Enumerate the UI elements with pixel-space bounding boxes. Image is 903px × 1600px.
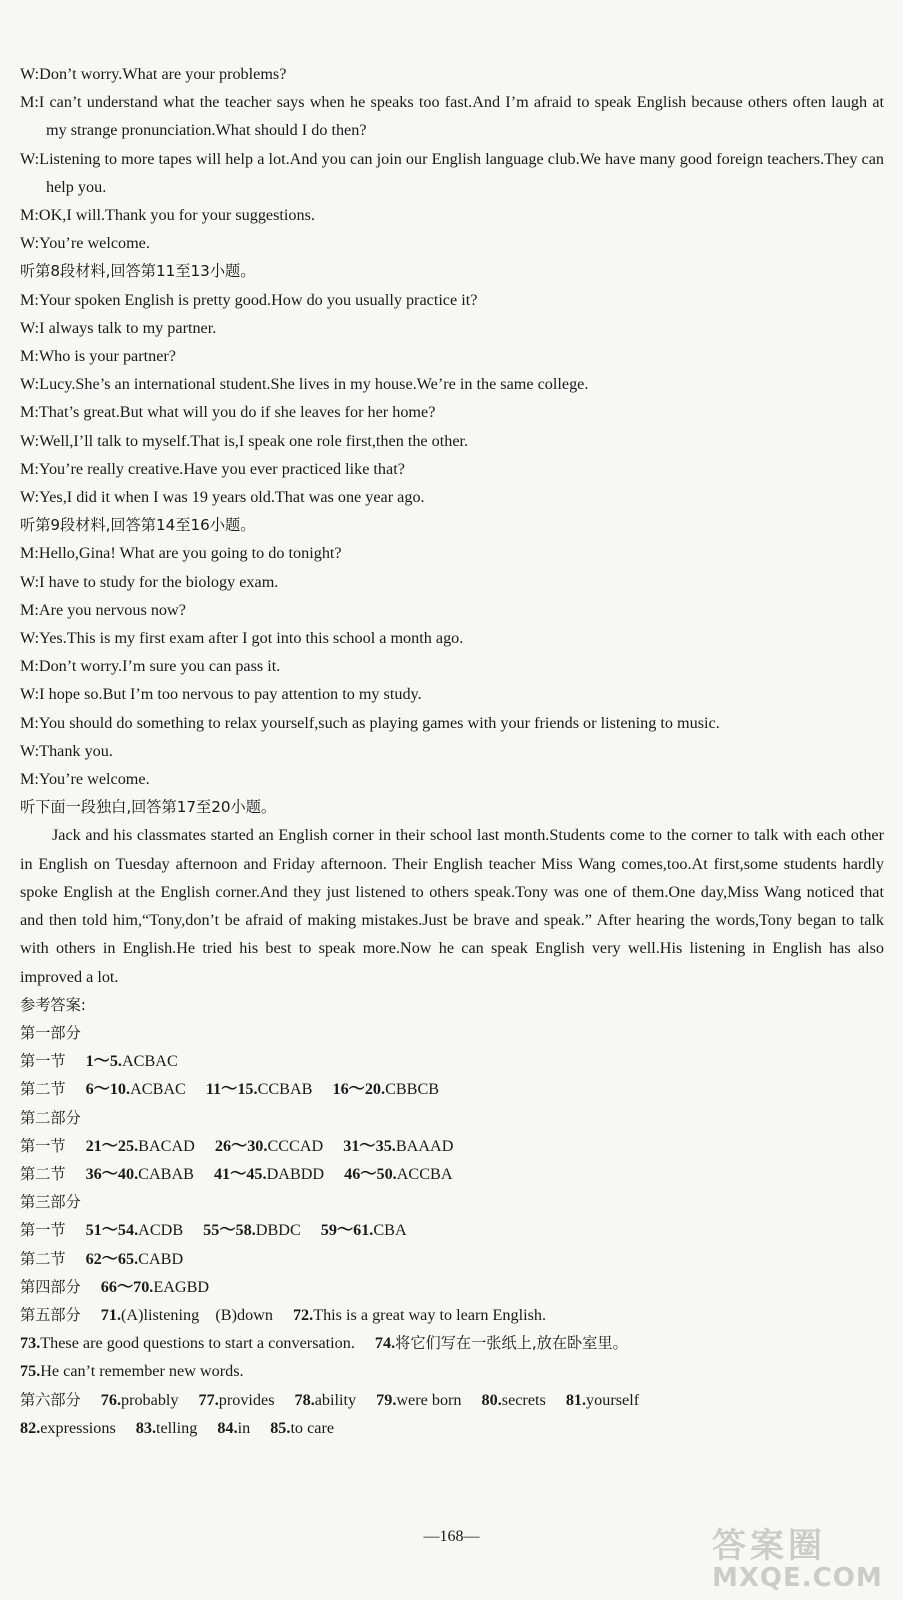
answer-number: 82. bbox=[20, 1418, 41, 1437]
dialogue-line: W:I always talk to my partner. bbox=[20, 318, 217, 337]
answer-row: 73.These are good questions to start a conversation. 74.将它们写在一张纸上,放在卧室里。 bbox=[20, 1334, 628, 1353]
answer-value: CCBAB bbox=[257, 1080, 313, 1099]
answer-number: 46～50. bbox=[344, 1164, 397, 1183]
answer-number: 81. bbox=[565, 1390, 587, 1409]
watermark-text: 答案圈 bbox=[712, 1526, 826, 1566]
answer-value: yourself bbox=[586, 1390, 640, 1409]
dialogue-line: M:Don’t worry.I’m sure you can pass it. bbox=[20, 657, 281, 676]
dialogue-line: M:You’re really creative.Have you ever practiced like that? bbox=[20, 459, 405, 478]
answer-number: 62～65. bbox=[85, 1249, 139, 1268]
answer-row: 第二节 36～40.CABAB 41～45.DABDD 46～50.ACCBA bbox=[20, 1164, 453, 1183]
answer-number: 26～30. bbox=[214, 1136, 268, 1155]
answer-number: 55～58. bbox=[203, 1221, 256, 1240]
answer-row: 第二节 62～65.CABD bbox=[20, 1249, 184, 1268]
part-heading: 第一部分 bbox=[20, 1023, 81, 1042]
answer-value: CBBCB bbox=[385, 1080, 440, 1099]
watermark-url: MXQE.COM bbox=[712, 1563, 883, 1593]
answer-number: 83. bbox=[135, 1418, 156, 1437]
answer-value: CABAB bbox=[138, 1164, 194, 1183]
answers-title: 参考答案: bbox=[20, 995, 86, 1014]
answer-row bbox=[20, 1414, 884, 1442]
answer-number: 59～61. bbox=[320, 1221, 374, 1240]
dialogue-line: M:I can’t understand what the teacher says when he speaks too fast.And I’m afraid to speak English because others often laugh at my strange pronunciation.What should I do then? bbox=[20, 93, 884, 140]
answer-number: 51～54. bbox=[85, 1221, 139, 1240]
dialogue-line: W:Yes,I did it when I was 19 years old.That was one year ago. bbox=[20, 488, 425, 507]
answer-number: 79. bbox=[376, 1390, 397, 1409]
answer-number: 16～20. bbox=[332, 1080, 386, 1099]
answer-page bbox=[20, 60, 884, 1442]
answer-row: 75.He can’t remember new words. bbox=[20, 1362, 244, 1381]
dialogue-line: W:I hope so.But I’m too nervous to pay attention to my study. bbox=[20, 685, 422, 704]
answer-value: CCCAD bbox=[267, 1136, 324, 1155]
answer-value: provides bbox=[218, 1390, 275, 1409]
answer-number: 84. bbox=[217, 1418, 238, 1437]
dialogue-line: M:Your spoken English is pretty good.How do you usually practice it? bbox=[20, 290, 478, 309]
watermark-logo bbox=[712, 1518, 892, 1593]
part-heading: 第三部分 bbox=[20, 1193, 81, 1212]
answer-value: ACCBA bbox=[396, 1164, 453, 1183]
dialogue-line: M:Who is your partner? bbox=[20, 347, 176, 366]
dialogue-line: W:You’re welcome. bbox=[20, 234, 150, 253]
part-heading: 第二部分 bbox=[20, 1108, 81, 1127]
dialogue-line: M:You should do something to relax yourself,such as playing games with your friends or listening to music. bbox=[20, 713, 720, 732]
answer-value: CBA bbox=[373, 1221, 407, 1240]
page-number: —168— bbox=[423, 1528, 480, 1545]
answer-value: to care bbox=[290, 1418, 335, 1437]
dialogue-line: M:You’re welcome. bbox=[20, 770, 150, 789]
answer-value: ACBAC bbox=[130, 1080, 186, 1099]
section-heading: 听第9段材料,回答第14至16小题。 bbox=[20, 516, 256, 535]
answer-value: secrets bbox=[501, 1390, 546, 1409]
answer-number: 41～45. bbox=[213, 1164, 267, 1183]
answer-number: 11～15. bbox=[205, 1080, 258, 1099]
answer-value: were born bbox=[396, 1390, 462, 1409]
answer-value: expressions bbox=[40, 1418, 116, 1437]
dialogue-line: M:OK,I will.Thank you for your suggestions. bbox=[20, 206, 315, 225]
answer-value: CABD bbox=[138, 1249, 184, 1268]
answer-number: 21～25. bbox=[85, 1136, 139, 1155]
dialogue-line: W:Listening to more tapes will help a lot.And you can join our English language club.We have many good foreign teachers.They can help you. bbox=[20, 149, 884, 196]
dialogue-line: W:Thank you. bbox=[20, 741, 113, 760]
answer-number: 6～10. bbox=[85, 1080, 131, 1099]
dialogue-line: W:Lucy.She’s an international student.She lives in my house.We’re in the same college. bbox=[20, 375, 589, 394]
dialogue-line: W:Well,I’ll talk to myself.That is,I speak one role first,then the other. bbox=[20, 431, 469, 450]
answer-value: in bbox=[237, 1418, 251, 1437]
answer-value: DABDD bbox=[266, 1164, 325, 1183]
monologue-paragraph: Jack and his classmates started an English corner in their school last month.Students come to the corner to talk with each other in English on Tuesday afternoon and Friday afternoon. Their English teacher Miss Wang comes,too.At first,some students hardly spoke English at the English corner.And they just listened to others speak.Tony was one of them.One day,Miss Wang noticed that and then told him,“Tony,don’t be afraid of making mistakes.Just be brave and speak.” After hearing the words,Tony began to talk with others in English.He tried his best to speak more.Now he can speak English very well.His listening in English has also improved a lot. bbox=[20, 826, 884, 986]
answer-row: 第一节 21～25.BACAD 26～30.CCCAD 31～35.BAAAD bbox=[20, 1136, 454, 1155]
answer-number: 66～70. bbox=[100, 1277, 154, 1296]
section-heading: 听下面一段独白,回答第17至20小题。 bbox=[20, 798, 277, 817]
answer-value: DBDC bbox=[255, 1221, 301, 1240]
answer-value: ACBAC bbox=[121, 1052, 178, 1071]
answer-value: BAAAD bbox=[395, 1136, 454, 1155]
answer-number: 76. bbox=[100, 1390, 121, 1409]
answer-value: ability bbox=[314, 1390, 357, 1409]
answer-value: telling bbox=[156, 1418, 198, 1437]
answer-row: 第五部分 71.(A)listening (B)down 72.This is a great way to learn English. bbox=[20, 1305, 547, 1324]
answer-number: 1～5. bbox=[85, 1052, 122, 1071]
answer-number: 85. bbox=[270, 1418, 291, 1437]
answer-value: ACDB bbox=[138, 1221, 184, 1240]
answer-number: 80. bbox=[481, 1390, 502, 1409]
dialogue-line: W:Yes.This is my first exam after I got into this school a month ago. bbox=[20, 629, 464, 648]
answer-row: 第一节 51～54.ACDB 55～58.DBDC 59～61.CBA bbox=[20, 1221, 407, 1240]
dialogue-line: M:Are you nervous now? bbox=[20, 600, 186, 619]
answer-number: 31～35. bbox=[343, 1136, 396, 1155]
dialogue-line: W:I have to study for the biology exam. bbox=[20, 572, 279, 591]
answer-value: EAGBD bbox=[153, 1277, 210, 1296]
answer-row: 第二节 6～10.ACBAC 11～15.CCBAB 16～20.CBBCB bbox=[20, 1080, 440, 1099]
answer-row: 第四部分 66～70.EAGBD bbox=[20, 1277, 210, 1296]
answer-number: 77. bbox=[198, 1390, 219, 1409]
dialogue-line: W:Don’t worry.What are your problems? bbox=[20, 65, 287, 83]
answer-value: probably bbox=[120, 1390, 179, 1409]
dialogue-line: M:That’s great.But what will you do if she leaves for her home? bbox=[20, 403, 436, 422]
answer-row: 第一节 1～5.ACBAC bbox=[20, 1052, 178, 1071]
section-heading: 听第8段材料,回答第11至13小题。 bbox=[20, 262, 256, 281]
answer-number: 36～40. bbox=[85, 1164, 139, 1183]
answer-value: BACAD bbox=[138, 1136, 195, 1155]
dialogue-line: M:Hello,Gina! What are you going to do tonight? bbox=[20, 544, 342, 563]
answer-number: 78. bbox=[294, 1390, 315, 1409]
answer-row: 第六部分 76.probably 77.provides 78.ability 79.were born 80.secrets 81.yourself bbox=[20, 1390, 640, 1409]
